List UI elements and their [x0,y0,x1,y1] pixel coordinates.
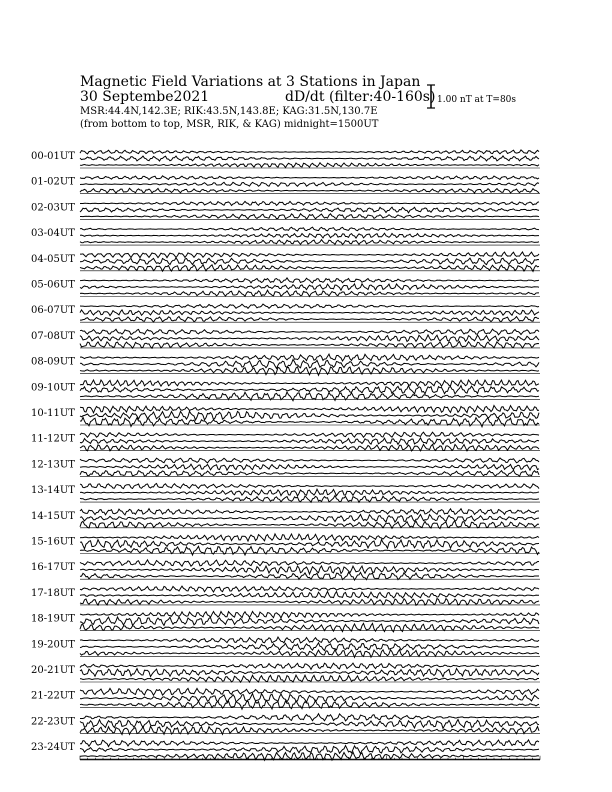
hour-label: 08-09UT [31,356,75,368]
hour-label: 14-15UT [31,510,75,522]
hour-label: 05-06UT [31,279,75,291]
trace-rik [80,746,539,754]
scale-bar-label: 1.00 nT at T=80s [437,95,517,105]
hour-label: 12-13UT [31,459,75,471]
chart-date: 30 Septembe2021 [80,89,210,105]
trace-kag [80,227,539,231]
trace-kag [80,354,539,361]
trace-msr [80,599,539,606]
trace-rik [80,617,539,626]
hour-label: 01-02UT [31,176,75,188]
trace-kag [80,432,539,437]
station-order-note: (from bottom to top, MSR, RIK, & KAG) midnight=1500UT [80,119,379,130]
hour-label: 23-24UT [31,742,75,754]
hour-label: 02-03UT [31,202,75,214]
hour-label: 04-05UT [31,253,75,265]
hour-label: 18-19UT [31,613,75,625]
hour-label: 15-16UT [31,536,75,548]
trace-rik [80,540,539,549]
trace-kag [80,714,539,721]
hour-label: 21-22UT [31,690,75,702]
trace-kag [80,663,539,669]
trace-kag [80,740,539,747]
trace-kag [80,509,539,515]
trace-msr [80,470,539,476]
trace-msr [80,214,539,220]
trace-rik [80,668,539,676]
trace-kag [80,586,539,592]
trace-kag [80,380,539,386]
trace-rik [80,719,539,728]
chart-title: Magnetic Field Variations at 3 Stations in Japan [80,74,421,90]
trace-msr [80,290,539,296]
trace-rik [80,284,539,290]
trace-kag [80,611,539,618]
trace-msr [80,675,539,682]
trace-kag [80,329,539,335]
hour-label: 16-17UT [31,562,75,574]
hour-label: 09-10UT [31,382,75,394]
trace-rik [80,360,539,369]
hour-label: 13-14UT [31,485,75,497]
trace-rik [80,335,539,342]
trace-msr [80,265,539,272]
hour-label: 03-04UT [31,228,75,240]
trace-rik [80,592,539,598]
trace-kag [80,304,539,308]
station-coordinates: MSR:44.4N,142.3E; RIK:43.5N,143.8E; KAG:31.5N,130.7E [80,106,378,117]
hour-label: 19-20UT [31,639,75,651]
trace-rik [80,258,539,265]
hour-label: 06-07UT [31,305,75,317]
trace-rik [80,207,539,213]
trace-msr [80,317,539,323]
trace-rows [31,150,540,760]
scale-bar [427,85,516,108]
trace-msr [80,240,539,245]
trace-rik [80,233,539,238]
trace-kag [80,534,539,541]
trace-rik [80,182,539,186]
trace-msr [80,495,539,502]
hour-label: 17-18UT [31,587,75,599]
trace-kag [80,560,539,566]
trace-kag [80,176,539,180]
trace-kag [80,688,539,695]
trace-rik [80,643,539,651]
trace-rik [80,566,539,574]
trace-rik [80,464,539,470]
hour-label: 07-08UT [31,330,75,342]
chart-quantity: dD/dt (filter:40-160s) [285,89,436,105]
trace-kag [80,484,539,489]
hour-label: 11-12UT [31,433,75,445]
trace-msr [80,521,539,528]
hour-label: 10-11UT [31,408,75,419]
trace-rik [80,489,539,496]
trace-msr [80,417,539,426]
trace-kag [80,458,539,463]
hour-label: 00-01UT [31,151,75,162]
trace-kag [80,252,539,258]
trace-rik [80,694,539,703]
hour-label: 20-21UT [31,665,75,676]
trace-rik [80,438,539,445]
trace-kag [80,637,539,643]
trace-kag [80,405,539,412]
trace-msr [80,188,539,193]
trace-kag [80,278,539,283]
trace-rik [80,310,539,316]
trace-msr [80,444,539,451]
hour-label: 22-23UT [31,716,75,728]
trace-kag [80,201,539,205]
trace-msr [80,342,539,349]
trace-rik [80,156,539,161]
trace-kag [80,150,539,154]
trace-msr [80,163,539,168]
trace-rik [80,514,539,522]
